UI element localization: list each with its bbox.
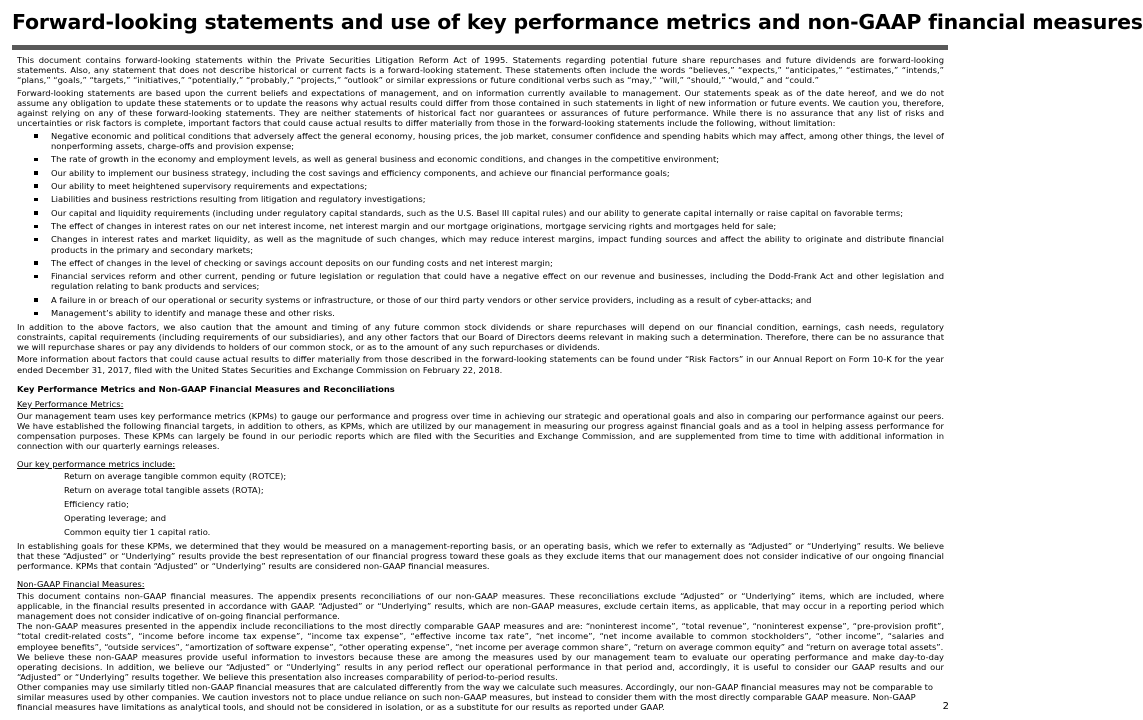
kpm-list-heading: Our key performance metrics include: [17,459,176,470]
risk-factor-item: Changes in interest rates and market liquidity, as well as the magnitude of such changes, which may reduce interest margins, impact funding sources and affect the ability to originate and distribute financial products in the primary and secondary markets; [17,234,944,254]
page-number: 2 [942,701,949,712]
kpm-paragraph: Our management team uses key performance metrics (KPMs) to gauge our performance and progress over time in achieving our strategic and operational goals and also in comparing our performance against our peers. We have established the following financial targets, in addition to others, as KPMs, which are utilized by our management in measuring our progress against financial goals and as a tool in helping assess performance for compensation purposes. These KPMs can largely be found in our periodic reports which are filed with the Securities and Exchange Commission, and are supplemented from time to time with additional information in connection with our quarterly earnings releases. [17,410,944,452]
kpm-list-item: Efficiency ratio; [64,499,129,510]
risk-factor-item: Financial services reform and other current, pending or future legislation or regulation that could have a negative effect on our revenue and businesses, including the Dodd-Frank Act and other legislation and regulation relating to bank products and services; [17,271,944,291]
document-body [17,55,944,712]
non-gaap-paragraph: We believe these non-GAAP measures provide useful information to investors because these are among the measures used by our management team to evaluate our operating performance and make day-to-day operating decisions. In addition, we believe our “Adjusted” or “Underlying” results in any period reflect our operational performance in that period and, accordingly, it is useful to consider our GAAP results and our “Adjusted” or “Underlying” results together. We believe this presentation also increases comparability of period-to-period results. [17,651,944,682]
kpm-list-item: Return on average tangible common equity (ROTCE); [64,471,287,482]
intro-paragraph-1: This document contains forward-looking statements within the Private Securities Litigation Reform Act of 1995. Statements regarding potential future share repurchases and future dividends are forward-looking statements. Also, any statement that does not describe historical or current facts is a forward-looking statement. These statements often include the words “believes,” “expects,” “anticipates,” “estimates,” “intends,” “plans,” “goals,” “targets,” “initiatives,” “potentially,” “probably,” “projects,” “outlook” or similar expressions or future conditional verbs such as “may,” “will,” “should,” “would,” and “could.” [17,55,944,86]
kpm-section-heading: Key Performance Metrics and Non-GAAP Financial Measures and Reconciliations [17,383,395,394]
risk-factor-item: Negative economic and political conditions that adversely affect the general economy, housing prices, the job market, consumer confidence and spending habits which may affect, among other things, the level of nonperforming assets, charge-offs and provision expense; [17,131,944,151]
risk-factor-item: Management’s ability to identify and manage these and other risks. [17,308,944,318]
risk-factor-item: Our capital and liquidity requirements (including under regulatory capital standards, such as the U.S. Basel III capital rules) and our ability to generate capital internally or raise capital on favorable terms; [17,208,944,218]
title-rule [12,45,948,50]
kpm-list-item: Return on average total tangible assets (ROTA); [64,485,264,496]
intro-paragraph-2: Forward-looking statements are based upon the current beliefs and expectations of management, and on information currently available to management. Our statements speak as of the date hereof, and we do not assume any obligation to update these statements or to update the reasons why actual results could differ from those contained in such statements in light of new information or future events. We caution you, therefore, against relying on any of these forward-looking statements. They are neither statements of historical fact nor guarantees or assurances of future performance. While there is no assurance that any list of risks and uncertainties or risk factors is complete, important factors that could cause actual results to differ materially from those in the forward-looking statements include the following, without limitation: [17,87,944,129]
risk-factor-item: The effect of changes in the level of checking or savings account deposits on our funding costs and net interest margin; [17,258,944,268]
risk-factor-list [17,131,944,319]
risk-factor-item: Liabilities and business restrictions resulting from litigation and regulatory investigations; [17,194,944,204]
kpm-list-item: Common equity tier 1 capital ratio. [64,526,211,537]
risk-factor-item: Our ability to meet heightened supervisory requirements and expectations; [17,181,944,191]
dividend-caution-paragraph: In addition to the above factors, we also caution that the amount and timing of any future common stock dividends or share repurchases will depend on our financial condition, earnings, cash needs, regulatory constraints, capital requirements (including requirements of our subsidiaries), and any other factors that our Board of Directors deems relevant in making such a determination. Therefore, there can be no assurance that we will repurchase shares or pay any dividends to holders of our common stock, or as to the amount of any such repurchases or dividends. [17,321,944,352]
non-gaap-paragraph: The non-GAAP measures presented in the appendix include reconciliations to the most directly comparable GAAP measures and are: “noninterest income”, “total revenue”, “noninterest expense”, “pre-provision profit”, “total credit-related costs”, “income before income tax expense”, “income tax expense”, “effective income tax rate”, “net income”, “net income available to common stockholders”, “other income”, “salaries and employee benefits”, “outside services”, “amortization of software expense”, “other operating expense”, “net income per average common share”, “return on average common equity” and “return on average total assets”. [17,621,944,652]
non-gaap-paragraph: Other companies may use similarly titled non-GAAP financial measures that are calculated differently from the way we calculate such measures. Accordingly, our non-GAAP financial measures may not be comparable to similar measures used by other companies. We caution investors not to place undue reliance on such non-GAAP measures, but instead to consider them with the most directly comparable GAAP measure. Non-GAAP financial measures have limitations as analytical tools, and should not be considered in isolation, or as a substitute for our results as reported under GAAP. [17,681,933,713]
risk-factor-item: The effect of changes in interest rates on our net interest income, net interest margin and our mortgage originations, mortgage servicing rights and mortgages held for sale; [17,221,944,231]
non-gaap-subheading: Non-GAAP Financial Measures: [17,578,145,589]
risk-factor-item: Our ability to implement our business strategy, including the cost savings and efficiency components, and achieve our financial performance goals; [17,168,944,178]
more-information-paragraph: More information about factors that could cause actual results to differ materially from those described in the forward-looking statements can be found under “Risk Factors” in our Annual Report on Form 10-K for the year ended December 31, 2017, filed with the United States Securities and Exchange Commission on February 22, 2018. [17,354,944,375]
kpm-basis-paragraph: In establishing goals for these KPMs, we determined that they would be measured on a management-reporting basis, or an operating basis, which we refer to externally as “Adjusted” or “Underlying” results. We believe that these “Adjusted” or “Underlying” results provide the best representation of our financial progress toward these goals as they exclude items that our management does not consider indicative of our ongoing financial performance. KPMs that contain “Adjusted” or “Underlying” results are considered non-GAAP financial measures. [17,540,944,571]
kpm-list [17,471,944,537]
page-title: Forward-looking statements and use of key performance metrics and non-GAAP financial measures [12,10,1143,34]
risk-factor-item: A failure in or breach of our operational or security systems or infrastructure, or those of our third party vendors or other service providers, including as a result of cyber-attacks; and [17,295,944,305]
kpm-list-item: Operating leverage; and [64,512,167,523]
risk-factor-item: The rate of growth in the economy and employment levels, as well as general business and economic conditions, and changes in the competitive environment; [17,154,944,164]
kpm-subheading: Key Performance Metrics: [17,398,124,409]
non-gaap-paragraph: This document contains non-GAAP financial measures. The appendix presents reconciliations of our non-GAAP measures. These reconciliations exclude “Adjusted” or “Underlying” items, which are included, where applicable, in the financial results presented in accordance with GAAP. “Adjusted” or “Underlying” results, which are non-GAAP measures, exclude certain items, as applicable, that may occur in a reporting period which management does not consider indicative of on-going financial performance. [17,591,944,622]
